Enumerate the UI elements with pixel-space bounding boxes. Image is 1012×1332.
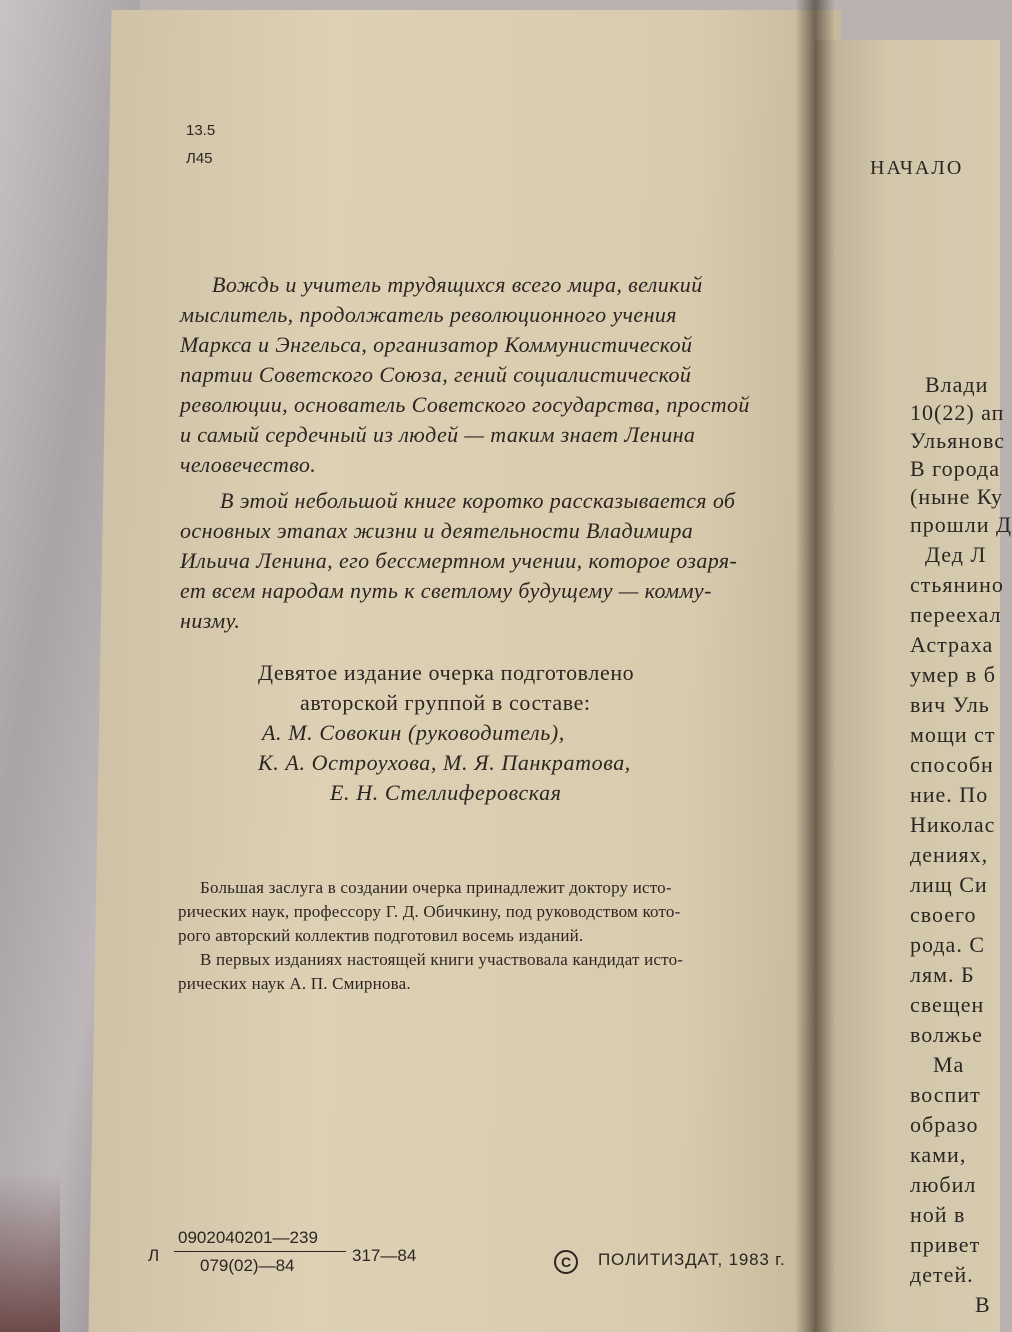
right-page-line: лям. Б xyxy=(910,962,975,987)
right-page-line: вич Уль xyxy=(910,692,990,717)
biblio-order: 317—84 xyxy=(352,1246,417,1265)
right-page-line: В xyxy=(975,1292,991,1317)
right-page-line: ние. По xyxy=(910,782,989,807)
right-page-heading: НАЧАЛО xyxy=(870,157,964,179)
abstract-line: Вождь и учитель трудящихся всего мира, великий xyxy=(212,272,703,297)
right-page-line: лищ Си xyxy=(910,872,988,897)
classification-code: 13.5 xyxy=(186,122,216,139)
right-page-line: умер в б xyxy=(910,662,996,687)
right-page-line: стьянино xyxy=(910,572,1004,597)
biblio-denominator: 079(02)—84 xyxy=(200,1256,295,1275)
abstract-line: мыслитель, продолжатель революционного учения xyxy=(180,302,677,327)
right-page-line: мощи ст xyxy=(910,722,996,747)
right-page-line: воспит xyxy=(910,1082,981,1107)
right-page-line: привет xyxy=(910,1232,981,1257)
biblio-numerator: 0902040201—239 xyxy=(178,1228,318,1247)
right-page-line: Ма xyxy=(933,1052,965,1077)
abstract-line: и самый сердечный из людей — таким знает Ленина xyxy=(180,422,696,447)
right-page-line: ками, xyxy=(910,1142,967,1167)
biblio-letter: Л xyxy=(148,1246,160,1265)
right-page-line: 10(22) ап xyxy=(910,400,1005,425)
copyright-icon: C xyxy=(554,1250,578,1274)
right-page-line: переехал xyxy=(910,602,1002,627)
authors-intro: Девятое издание очерка подготовлено xyxy=(258,660,635,685)
right-page-line: В города xyxy=(910,456,1000,481)
book-gutter xyxy=(795,0,835,1332)
right-page-line: дениях, xyxy=(910,842,989,867)
right-page-line: Астраха xyxy=(910,632,994,657)
abstract-line: основных этапах жизни и деятельности Владимира xyxy=(180,518,694,543)
abstract-line: ет всем народам путь к светлому будущему — комму- xyxy=(180,578,712,603)
abstract-line: В этой небольшой книге коротко рассказывается об xyxy=(220,488,736,513)
right-page-line: свещен xyxy=(910,992,985,1017)
abstract-line: Маркса и Энгельса, организатор Коммунистической xyxy=(180,332,693,357)
right-page-line: волжье xyxy=(910,1022,983,1047)
right-page-line: образо xyxy=(910,1112,979,1137)
fraction-rule xyxy=(174,1251,346,1252)
right-page-line: Дед Л xyxy=(925,542,987,567)
credits-line: рических наук А. П. Смирнова. xyxy=(178,974,411,993)
right-page-line: рода. С xyxy=(910,932,985,957)
abstract-line: партии Советского Союза, гений социалистической xyxy=(180,362,692,387)
right-page-line: Влади xyxy=(925,372,989,397)
abstract-line: низму. xyxy=(180,608,241,633)
right-page-line: Николас xyxy=(910,812,996,837)
abstract-line: человечество. xyxy=(180,452,317,477)
right-page xyxy=(815,40,1012,1332)
classification-code: Л45 xyxy=(186,150,213,167)
publisher-imprint: ПОЛИТИЗДАТ, 1983 г. xyxy=(598,1250,786,1269)
right-page-line: любил xyxy=(910,1172,977,1197)
right-page-line: Ульяновс xyxy=(910,428,1006,453)
right-page-line: своего xyxy=(910,902,977,927)
right-page-line: ной в xyxy=(910,1202,966,1227)
credits-line: рических наук, профессору Г. Д. Обичкину, под руководством кото- xyxy=(178,902,681,921)
credits-line: Большая заслуга в создании очерка принадлежит доктору исто- xyxy=(200,878,672,897)
abstract-line: революции, основатель Советского государства, простой xyxy=(180,392,750,417)
author-name: А. М. Совокин (руководитель), xyxy=(262,720,565,745)
authors-intro: авторской группой в составе: xyxy=(300,690,591,715)
right-page-line: (ныне Ку xyxy=(910,484,1003,509)
author-name: К. А. Остроухова, М. Я. Панкратова, xyxy=(258,750,631,775)
right-page-line: детей. xyxy=(910,1262,974,1287)
credits-line: рого авторский коллектив подготовил восемь изданий. xyxy=(178,926,584,945)
abstract-line: Ильича Ленина, его бессмертном учении, которое озаря- xyxy=(180,548,738,573)
right-page-line: способн xyxy=(910,752,994,777)
author-name: Е. Н. Стеллиферовская xyxy=(330,780,562,805)
credits-line: В первых изданиях настоящей книги участвовала кандидат исто- xyxy=(200,950,684,969)
right-page-line: прошли Д xyxy=(910,512,1012,537)
